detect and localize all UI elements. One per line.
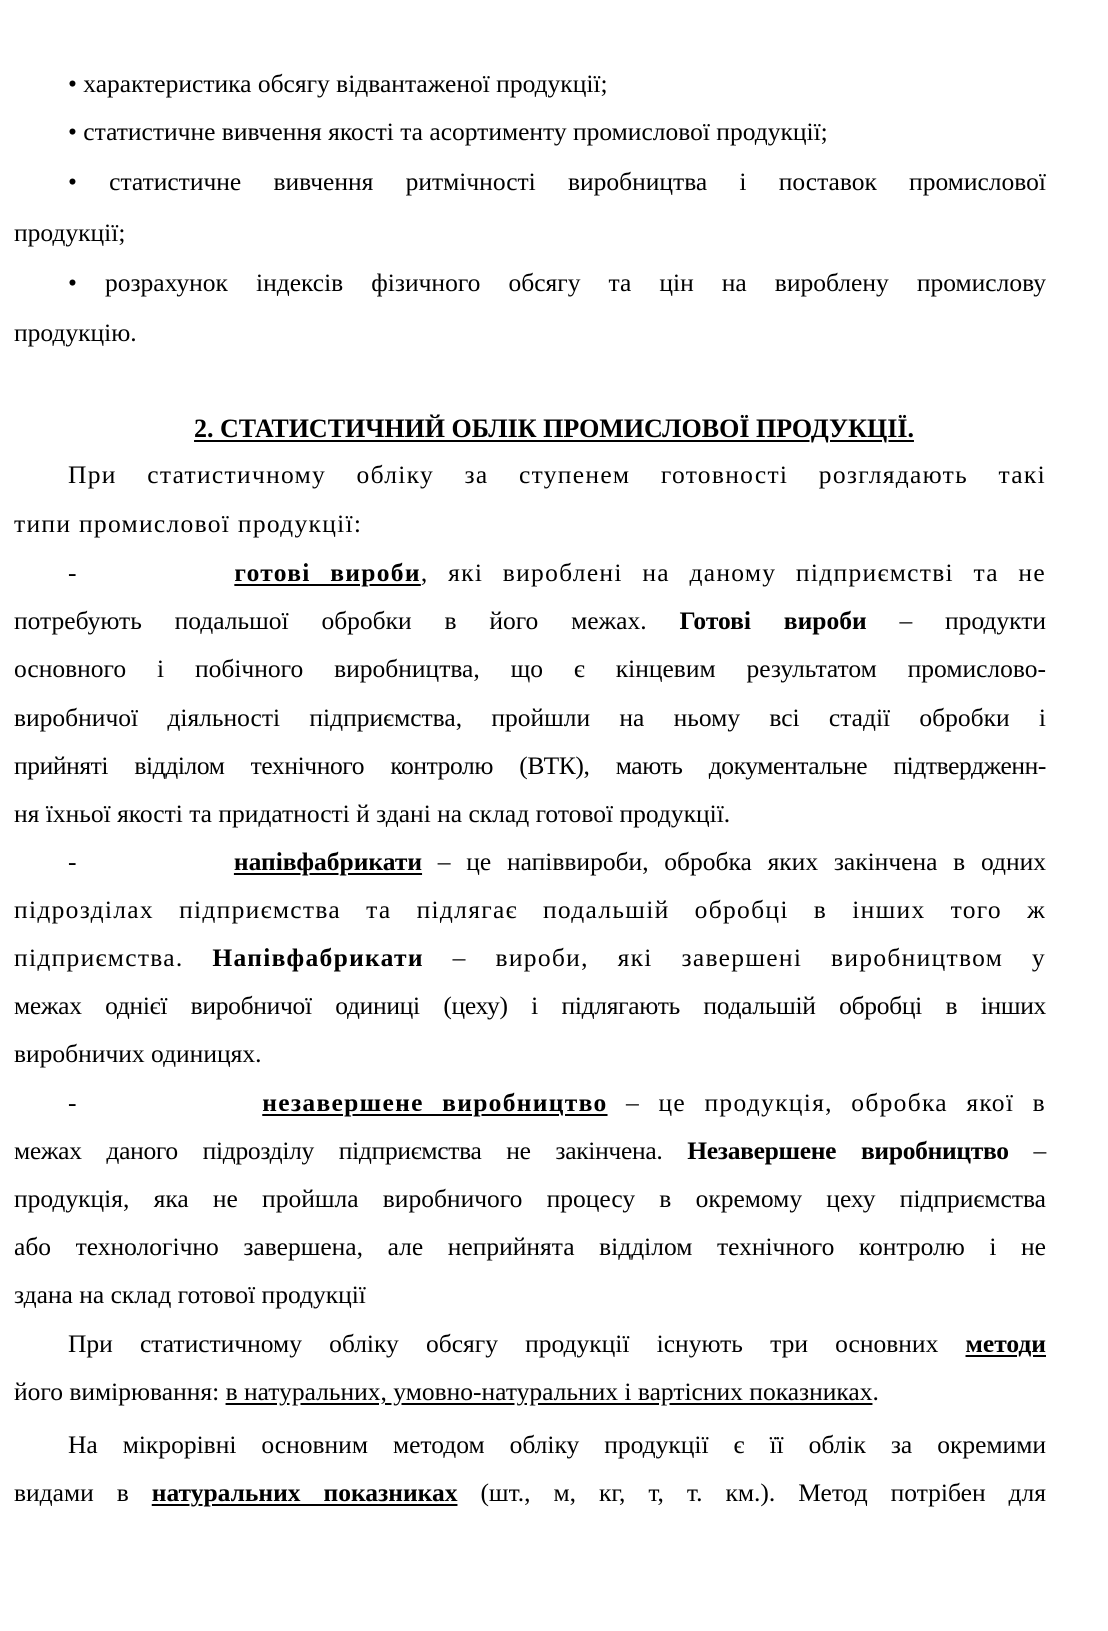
- micro-line: На мікрорівні основним методом обліку продукції є її облік за окремими: [68, 1430, 1046, 1459]
- micro-text: видами в: [14, 1478, 152, 1507]
- term-finished-goods-bold: Готові вироби: [679, 606, 867, 635]
- term-methods: методи: [965, 1329, 1046, 1358]
- methods-line: [14, 1375, 1046, 1409]
- methods-text: .: [872, 1377, 879, 1406]
- wip-text: межах даного підрозділу підприємства не закінчена.: [14, 1136, 663, 1165]
- wip-text: –: [1008, 1136, 1046, 1165]
- methods-line: [68, 1327, 1046, 1361]
- semi-finished-text: – це напіввироби, обробка яких закінчена в одних: [422, 847, 1046, 876]
- term-finished-goods: готові вироби: [234, 558, 421, 587]
- term-semi-finished: напівфабрикати: [233, 847, 423, 876]
- wip-line: продукція, яка не пройшла виробничого процесу в окремому цеху підприємства: [14, 1184, 1046, 1213]
- term-semi-finished-bold: Напівфабрикати: [212, 943, 424, 972]
- list-dash: -: [68, 558, 78, 587]
- bullet-item: • розрахунок індексів фізичного обсягу та цін на вироблену промислову: [68, 268, 1046, 297]
- finished-goods-text: , які вироблені на даному підприємстві та не: [420, 558, 1046, 587]
- term-wip: незавершене виробництво: [262, 1088, 608, 1117]
- bullet-item-continuation: продукції;: [14, 218, 126, 247]
- finished-goods-line: [14, 604, 1046, 638]
- section-heading: 2. СТАТИСТИЧНИЙ ОБЛІК ПРОМИСЛОВОЇ ПРОДУКЦІЇ.: [194, 414, 914, 443]
- list-dash: -: [68, 847, 77, 876]
- wip-text: – це продукція, обробка якої в: [607, 1088, 1046, 1117]
- finished-goods-line: основного і побічного виробництва, що є кінцевим результатом промислово-: [14, 654, 1046, 683]
- finished-goods-line: виробничої діяльності підприємства, пройшли на ньому всі стадії обробки і: [14, 703, 1046, 732]
- finished-goods-text: – продукти: [866, 606, 1046, 635]
- semi-finished-text: – вироби, які завершені виробництвом у: [423, 943, 1046, 972]
- intro-line: типи промислової продукції:: [14, 509, 363, 538]
- micro-text: (шт., м, кг, т, т. км.). Метод потрібен для: [457, 1478, 1046, 1507]
- semi-finished-line: [68, 845, 1046, 879]
- wip-line: або технологічно завершена, але неприйнята відділом технічного контролю і не: [14, 1232, 1046, 1261]
- intro-line: При статистичному обліку за ступенем готовності розглядають такі: [68, 460, 1046, 489]
- semi-finished-line: виробничих одиницях.: [14, 1039, 262, 1068]
- finished-goods-text: потребують подальшої обробки в його межах.: [14, 606, 647, 635]
- methods-text: його вимірювання:: [14, 1377, 226, 1406]
- methods-list: в натуральних, умовно-натуральних і вартісних показниках: [225, 1377, 873, 1406]
- semi-finished-line: межах однієї виробничої одиниці (цеху) і підлягають подальшій обробці в інших: [14, 991, 1046, 1020]
- bullet-item-continuation: продукцію.: [14, 318, 137, 347]
- micro-line: [14, 1476, 1046, 1510]
- finished-goods-line: [68, 556, 1046, 590]
- semi-finished-line: підрозділах підприємства та підлягає подальшій обробці в інших того ж: [14, 895, 1046, 924]
- finished-goods-line: ня їхньої якості та придатності й здані на склад готової продукції.: [14, 799, 731, 828]
- finished-goods-line: прийняті відділом технічного контролю (ВТК), мають документальне підтвердженн-: [14, 751, 1046, 780]
- methods-text: При статистичному обліку обсягу продукції існують три основних: [68, 1329, 966, 1358]
- wip-line: [14, 1134, 1046, 1168]
- term-wip-bold: Незавершене виробництво: [687, 1136, 1009, 1165]
- semi-finished-line: [14, 941, 1046, 975]
- list-dash: -: [68, 1088, 78, 1117]
- bullet-item: • характеристика обсягу відвантаженої продукції;: [68, 69, 608, 98]
- bullet-item: • статистичне вивчення якості та асортименту промислової продукції;: [68, 117, 828, 146]
- wip-line: [68, 1086, 1046, 1120]
- semi-finished-text: підприємства.: [14, 943, 184, 972]
- term-natural-indicators: натуральних показниках: [151, 1478, 458, 1507]
- wip-line: здана на склад готової продукції: [14, 1280, 366, 1309]
- bullet-item: • статистичне вивчення ритмічності виробництва і поставок промислової: [68, 167, 1046, 196]
